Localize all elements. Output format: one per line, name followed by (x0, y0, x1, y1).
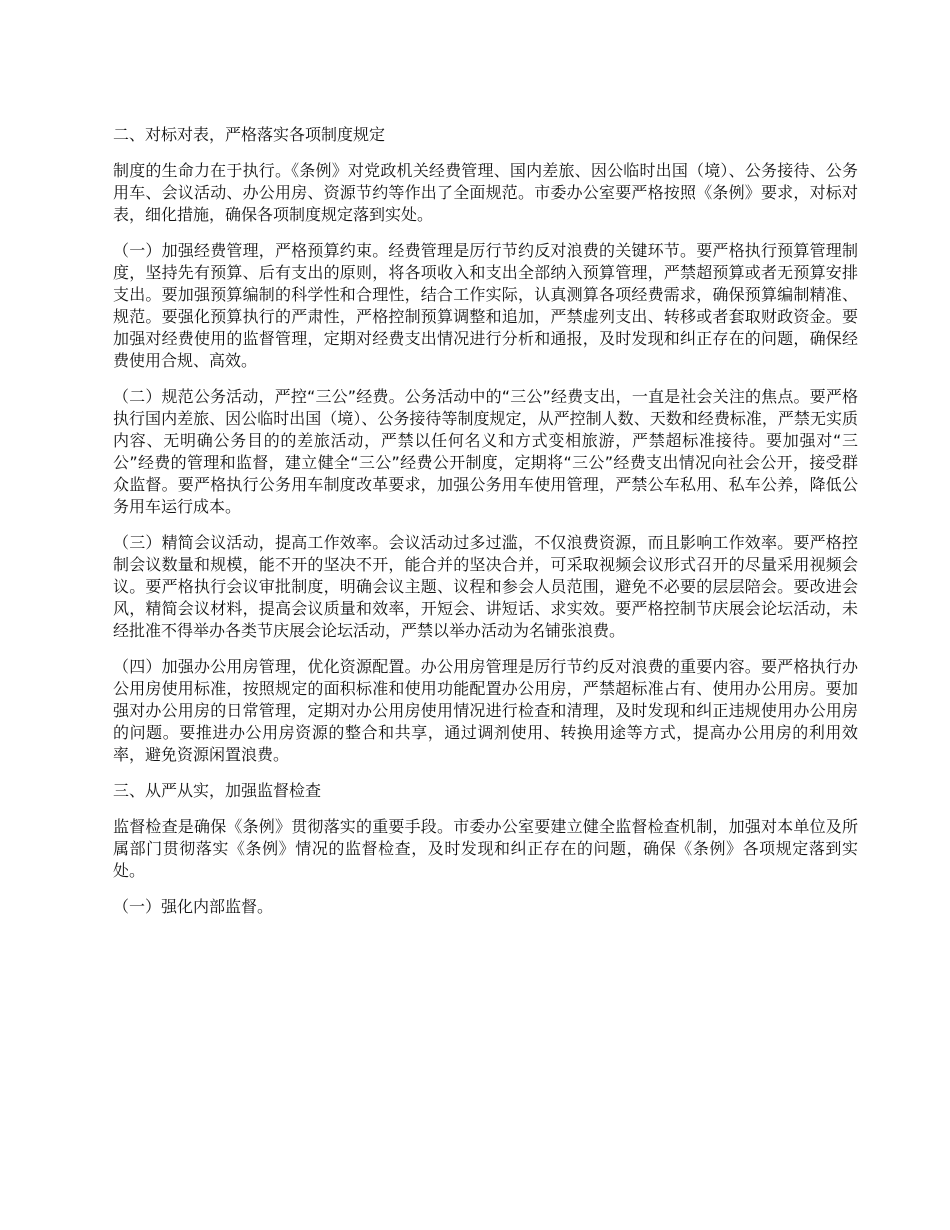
paragraph-subitem-1: （一）强化内部监督。 (113, 897, 274, 916)
paragraph-item-2: （二）规范公务活动，严控“三公”经费。公务活动中的“三公”经费支出，一直是社会关注的焦点。要严格执行国内差旅、因公临时出国（境）、公务接待等制度规定，从严控制人数、天数和经费标准，严禁无实质内容、无明确公务目的的差旅活动，严禁以任何名义和方式变相旅游，严禁超标准接待。要加强对“三公”经费的管理和监督，建立健全“三公”经费公开制度，定期将“三公”经费支出情况向社会公开，接受群众监督。要严格执行公务用车制度改革要求，加强公务用车使用管理，严禁公车私用、私车公养，降低公务用车运行成本。 (113, 387, 858, 516)
paragraph-item-4: （四）加强办公用房管理，优化资源配置。办公用房管理是厉行节约反对浪费的重要内容。要严格执行办公用房使用标准，按照规定的面积标准和使用功能配置办公用房，严禁超标准占有、使用办公用房。要加强对办公用房的日常管理，定期对办公用房使用情况进行检查和清理，及时发现和纠正违规使用办公用房的问题。要推进办公用房资源的整合和共享，通过调剂使用、转换用途等方式，提高办公用房的利用效率，避免资源闲置浪费。 (113, 657, 858, 764)
document-body (113, 124, 858, 932)
section-heading-3: 三、从严从实，加强监督检查 (113, 781, 322, 800)
paragraph-supervision: 监督检查是确保《条例》贯彻落实的重要手段。市委办公室要建立健全监督检查机制，加强对本单位及所属部门贯彻落实《条例》情况的监督检查，及时发现和纠正存在的问题，确保《条例》各项规定落到实处。 (113, 817, 858, 880)
paragraph-item-3: （三）精简会议活动，提高工作效率。会议活动过多过滥，不仅浪费资源，而且影响工作效率。要严格控制会议数量和规模，能不开的坚决不开，能合并的坚决合并，可采取视频会议形式召开的尽量采用视频会议。要严格执行会议审批制度，明确会议主题、议程和参会人员范围，避免不必要的层层陪会。要改进会风，精简会议材料，提高会议质量和效率，开短会、讲短话、求实效。要严格控制节庆展会论坛活动，未经批准不得举办各类节庆展会论坛活动，严禁以举办活动为名铺张浪费。 (113, 533, 858, 640)
paragraph-intro: 制度的生命力在于执行。《条例》对党政机关经费管理、国内差旅、因公临时出国（境）、公务接待、公务用车、会议活动、办公用房、资源节约等作出了全面规范。市委办公室要严格按照《条例》要求，对标对表，细化措施，确保各项制度规定落到实处。 (113, 161, 858, 224)
paragraph-item-1: （一）加强经费管理，严格预算约束。经费管理是厉行节约反对浪费的关键环节。要严格执行预算管理制度，坚持先有预算、后有支出的原则，将各项收入和支出全部纳入预算管理，严禁超预算或者无预算安排支出。要加强预算编制的科学性和合理性，结合工作实际，认真测算各项经费需求，确保预算编制精准、规范。要强化预算执行的严肃性，严格控制预算调整和追加，严禁虚列支出、转移或者套取财政资金。要加强对经费使用的监督管理，定期对经费支出情况进行分析和通报，及时发现和纠正存在的问题，确保经费使用合规、高效。 (113, 241, 858, 370)
section-heading-2: 二、对标对表，严格落实各项制度规定 (113, 125, 386, 144)
